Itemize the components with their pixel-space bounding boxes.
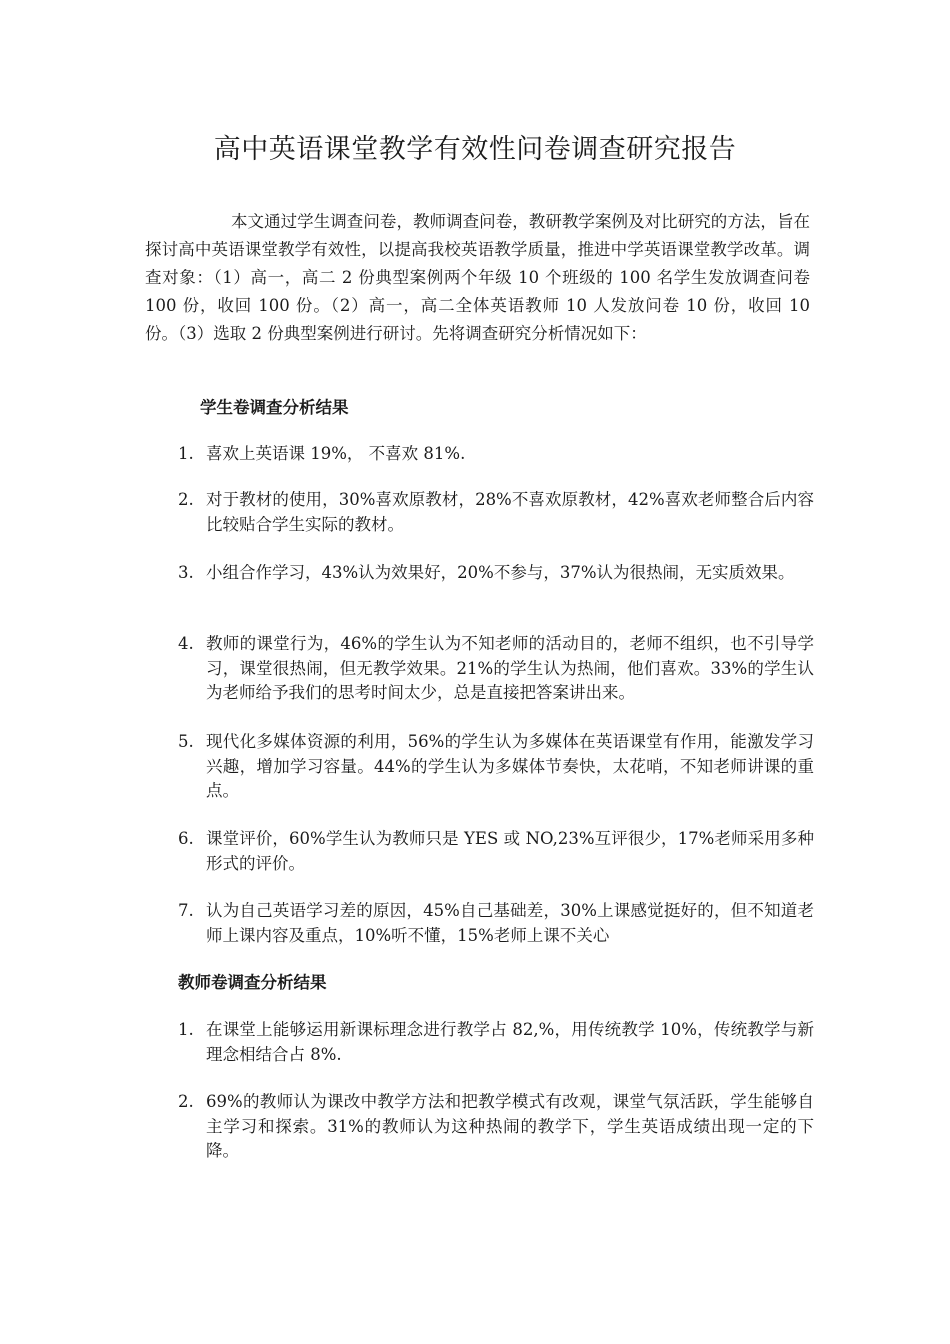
list-item [178,632,814,706]
list-item-number: 6. [178,829,194,848]
list-item [178,488,814,537]
list-item-number: 1. [178,444,194,463]
document-title: 高中英语课堂教学有效性问卷调查研究报告 [213,134,737,165]
list-item-number: 2. [178,1092,194,1111]
list-item-text: 课堂评价，60%学生认为教师只是 YES 或 NO,23%互评很少，17%老师采用多种形式的评价。 [206,829,814,873]
list-item-text: 在课堂上能够运用新课标理念进行教学占 82,%，用传统教学 10%，传统教学与新理念相结合占 8%. [206,1020,814,1064]
list-item-text: 现代化多媒体资源的利用，56%的学生认为多媒体在英语课堂有作用，能激发学习兴趣，增加学习容量。44%的学生认为多媒体节奏快，太花哨，不知老师讲课的重点。 [206,732,814,800]
list-item-number: 4. [178,634,194,653]
intro-paragraph: 本文通过学生调查问卷，教师调查问卷，教研教学案例及对比研究的方法，旨在探讨高中英语课堂教学有效性，以提高我校英语教学质量，推进中学英语课堂教学改革。调查对象：（1）高一，高二 2 份典型案例两个年级 10 个班级的 100 名学生发放调查问卷 100 份，收回 100 份。（2）高一，高二全体英语教师 10 人发放问卷 10 份，收回 10 份。（3）选取 2 份典型案例进行研讨。先将调查研究分析情况如下： [145,212,810,343]
list-item [178,899,814,948]
list-item-number: 5. [178,732,194,751]
student-section-heading: 学生卷调查分析结果 [200,398,349,417]
list-item [178,561,814,586]
list-item [178,1018,814,1067]
list-item-text: 69%的教师认为课改中教学方法和把教学模式有改观，课堂气氛活跃，学生能够自主学习和探索。31%的教师认为这种热闹的教学下，学生英语成绩出现一定的下降。 [206,1092,814,1160]
teacher-section-heading: 教师卷调查分析结果 [178,973,327,992]
list-item-text: 教师的课堂行为，46%的学生认为不知老师的活动目的，老师不组织，也不引导学习，课堂很热闹，但无教学效果。21%的学生认为热闹，他们喜欢。33%的学生认为老师给予我们的思考时间太少，总是直接把答案讲出来。 [206,634,814,702]
list-item-text: 喜欢上英语课 19%， 不喜欢 81%. [206,444,466,463]
list-item-number: 3. [178,563,194,582]
list-item [178,1090,814,1164]
list-item-text: 对于教材的使用，30%喜欢原教材，28%不喜欢原教材，42%喜欢老师整合后内容比较贴合学生实际的教材。 [206,490,814,534]
list-item-number: 1. [178,1020,194,1039]
list-item-number: 7. [178,901,194,920]
list-item-text: 小组合作学习，43%认为效果好，20%不参与，37%认为很热闹，无实质效果。 [206,563,795,582]
list-item [178,730,814,804]
list-item [178,442,814,467]
list-item-number: 2. [178,490,194,509]
list-item-text: 认为自己英语学习差的原因，45%自己基础差，30%上课感觉挺好的，但不知道老师上课内容及重点，10%听不懂，15%老师上课不关心 [206,901,814,945]
list-item [178,827,814,876]
